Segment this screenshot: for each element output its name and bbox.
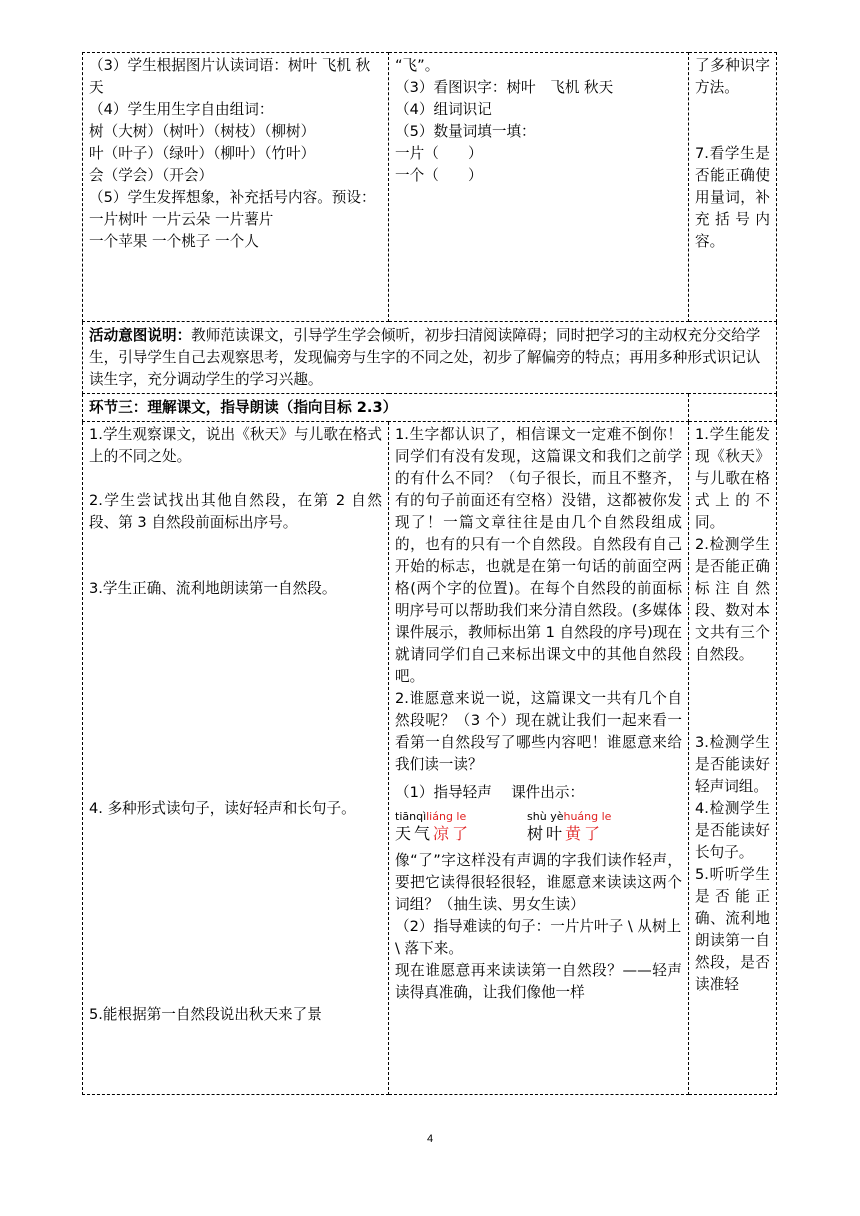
list-item: 树（大树）（树叶）（树枝）（柳树）: [89, 123, 316, 140]
list-item: 会（学会）（开会）: [89, 167, 214, 184]
list-item: 1.学生观察课文，说出《秋天》与儿歌在格式上的不同之处。: [89, 426, 382, 465]
section-title: 环节三：理解课文，指导朗读（指向目标 2.3）: [89, 399, 398, 416]
assessment-text: 2.检测学生是否能正确标注自然段、数对本文共有三个自然段。: [695, 536, 770, 663]
list-item: 4. 多种形式读句子，读好轻声和长句子。: [89, 800, 356, 817]
pinyin-word-group: [395, 810, 682, 844]
student-activity-cell: [83, 422, 389, 1095]
assessment-text: 4.检测学生是否能读好长句子。: [695, 800, 770, 861]
pinyin-text: tiānqì: [395, 810, 427, 823]
activity-intent-cell: [83, 322, 777, 394]
assessment-text: 3.检测学生是否能读好轻声词组。: [695, 734, 770, 795]
list-item: （4）组词识记: [395, 101, 492, 118]
table-row: [83, 394, 777, 422]
lesson-plan-table: [82, 52, 777, 1095]
list-item: 像“了”字这样没有声调的字我们读作轻声，要把它读得很轻很轻，谁愿意来读读这两个词组？（抽生读、男女生读）: [395, 852, 682, 913]
table-row: [83, 322, 777, 394]
list-item: （5）数量词填一填：: [395, 123, 536, 140]
list-item: 5.能根据第一自然段说出秋天来了景: [89, 1006, 322, 1023]
assessment-cell: [689, 53, 777, 322]
assessment-text: 1.学生能发现《秋天》与儿歌在格式上的不同。: [695, 426, 770, 531]
list-item: （3）看图识字：树叶 飞机 秋天: [395, 79, 614, 96]
table-row: [83, 422, 777, 1095]
pinyin-text: shù yè: [527, 810, 564, 823]
empty-cell: [689, 394, 777, 422]
list-item: （4）学生用生字自由组词：: [89, 101, 274, 118]
table-row: [83, 53, 777, 322]
pinyin-text: liáng le: [426, 810, 467, 823]
word-text: 黄了: [565, 824, 604, 843]
assessment-text: 7.看学生是否能正确使用量词，补充括号内容。: [695, 145, 770, 250]
list-item: （1）指导轻声 课件出示：: [395, 784, 585, 801]
list-item: （5）学生发挥想象，补充括号内容。预设：: [89, 189, 376, 206]
list-item: （2）指导难读的句子：一片片叶子 \ 从树上 \ 落下来。: [395, 918, 682, 957]
list-item: 2.谁愿意来说一说，这篇课文一共有几个自然段呢？（3 个）现在就让我们一起来看一看第一自然段写了哪些内容吧！谁愿意来给我们读一读？: [395, 690, 682, 773]
page-number: 4: [426, 1133, 434, 1145]
activity-intent-label: 活动意图说明：: [89, 327, 192, 344]
list-item: 1.生字都认识了，相信课文一定难不倒你！同学们有没有发现，这篇课文和我们之前学的有什么不同？（句子很长，而且不整齐，有的句子前面还有空格）没错，这都被你发现了！一篇文章往往是由几个自然段组成的，也有的只有一个自然段。自然段有自己开始的标志，也就是在第一句话的前面空两格(两个字的位置)。在每个自然段的前面标明序号可以帮助我们来分清自然段。(多媒体课件展示，教师标出第 1 自然段的序号)现在就请同学们自己来标出课文中的其他自然段吧。: [395, 426, 682, 685]
list-item: 一个苹果 一个桃子 一个人: [89, 233, 259, 250]
word-text: 天气: [395, 824, 434, 843]
section-title-cell: [83, 394, 689, 422]
assessment-cell: [689, 422, 777, 1095]
activity-intent-text: 教师范读课文，引导学生学会倾听，初步扫清阅读障碍；同时把学习的主动权充分交给学生，引导学生自己去观察思考，发现偏旁与生字的不同之处，初步了解偏旁的特点；再用多种形式识记认读生字，充分调动学生的学习兴趣。: [89, 327, 761, 388]
word-text: 树叶: [527, 824, 566, 843]
teacher-activity-cell: [389, 422, 689, 1095]
assessment-text: 5.听听学生是否能正确、流利地朗读第一自然段，是否读准轻: [695, 866, 770, 993]
pinyin-text: huáng le: [563, 810, 612, 823]
list-item: 一个（ ）: [395, 167, 483, 184]
teacher-activity-cell: [389, 53, 689, 322]
list-item: “飞”。: [395, 57, 440, 74]
list-item: 2.学生尝试找出其他自然段，在第 2 自然段、第 3 自然段前面标出序号。: [89, 492, 382, 531]
pinyin-word: [395, 810, 471, 844]
list-item: 叶（叶子）（绿叶）（柳叶）（竹叶）: [89, 145, 316, 162]
student-activity-cell: [83, 53, 389, 322]
list-item: 3.学生正确、流利地朗读第一自然段。: [89, 580, 337, 597]
list-item: （3）学生根据图片认读词语：树叶 飞机 秋天: [89, 57, 371, 96]
list-item: 一片树叶 一片云朵 一片薯片: [89, 211, 274, 228]
pinyin-word: [527, 810, 611, 844]
list-item: 现在谁愿意再来读读第一自然段？——轻声读得真准确，让我们像他一样: [395, 962, 682, 1001]
assessment-text: 了多种识字方法。: [695, 57, 770, 96]
word-text: 凉了: [433, 824, 472, 843]
list-item: 一片（ ）: [395, 145, 483, 162]
